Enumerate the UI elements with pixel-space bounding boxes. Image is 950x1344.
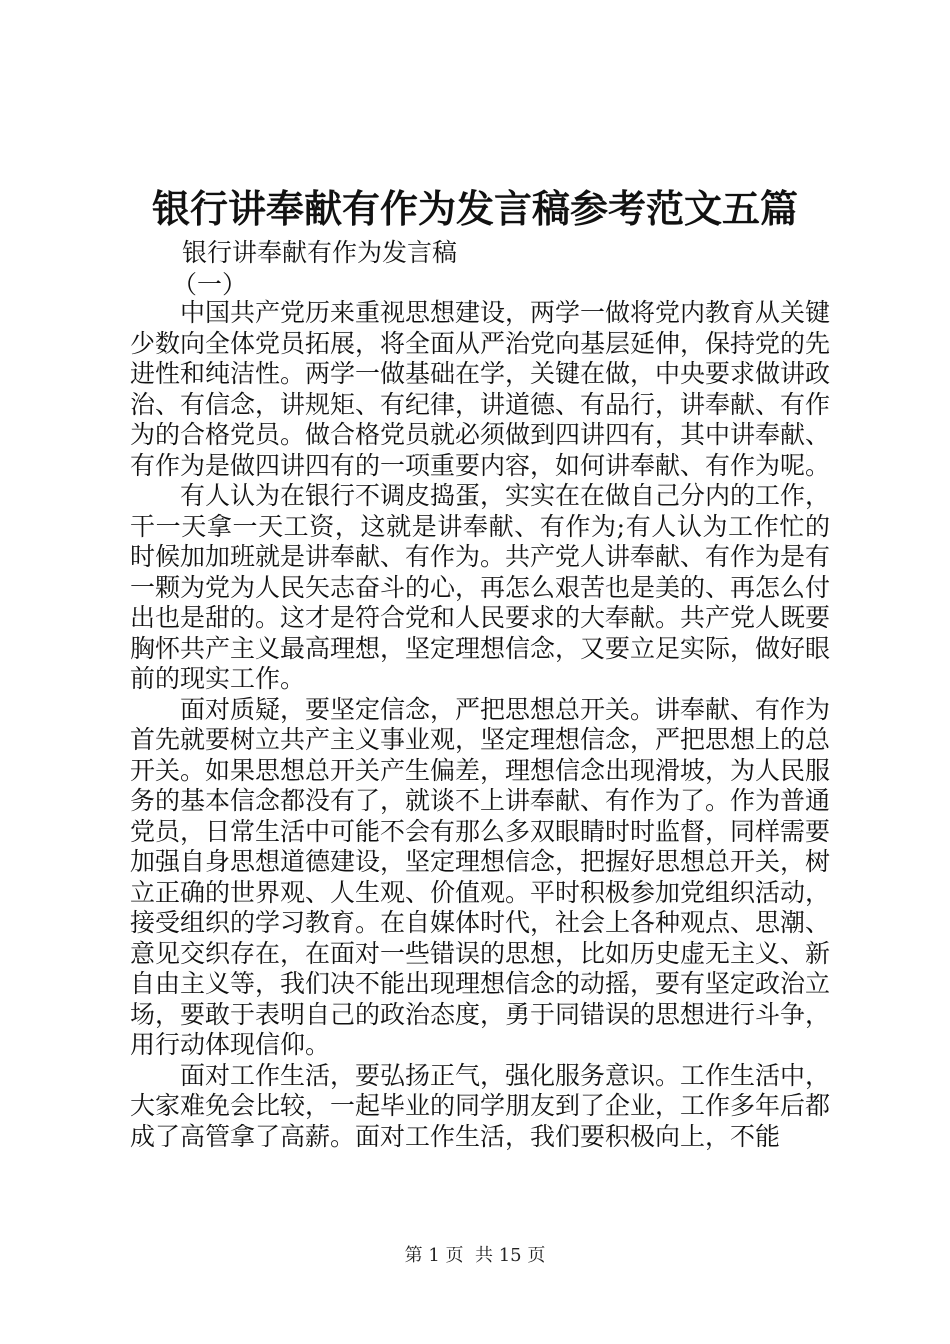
document-title: 银行讲奉献有作为发言稿参考范文五篇	[151, 186, 798, 231]
section-number: （一）	[172, 270, 248, 299]
page-footer	[0, 1244, 950, 1268]
body-paragraph: 中国共产党历来重视思想建设，两学一做将党内教育从关键少数向全体党员拓展，将全面从严治党向基层延伸，保持党的先进性和纯洁性。两学一做基础在学，关键在做，中央要求做讲政治、有信念，讲规矩、有纪律，讲道德、有品行，讲奉献、有作为的合格党员。做合格党员就必须做到四讲四有，其中讲奉献、有作为是做四讲四有的一项重要内容，如何讲奉献、有作为呢。	[130, 298, 831, 480]
document-body	[130, 298, 830, 1152]
body-paragraph: 有人认为在银行不调皮捣蛋，实实在在做自己分内的工作，干一天拿一天工资，这就是讲奉献、有作为;有人认为工作忙的时候加加班就是讲奉献、有作为。共产党人讲奉献、有作为是有一颗为党为人民矢志奋斗的心，再怎么艰苦也是美的、再怎么付出也是甜的。这才是符合党和人民要求的大奉献。共产党人既要胸怀共产主义最高理想，坚定理想信念，又要立足实际，做好眼前的现实工作。	[130, 481, 831, 693]
document-subtitle: 银行讲奉献有作为发言稿	[182, 238, 458, 267]
page-number-label: 第 1 页 共 15 页	[404, 1245, 546, 1266]
body-paragraph: 面对质疑，要坚定信念，严把思想总开关。讲奉献、有作为首先就要树立共产主义事业观，坚定理想信念，严把思想上的总开关。如果思想总开关产生偏差，理想信念出现滑坡，为人民服务的基本信念都没有了，就谈不上讲奉献、有作为了。作为普通党员，日常生活中可能不会有那么多双眼睛时时监督，同样需要加强自身思想道德建设，坚定理想信念，把握好思想总开关，树立正确的世界观、人生观、价值观。平时积极参加党组织活动，接受组织的学习教育。在自媒体时代，社会上各种观点、思潮、意见交织存在，在面对一些错误的思想，比如历史虚无主义、新自由主义等，我们决不能出现理想信念的动摇，要有坚定政治立场，要敢于表明自己的政治态度，勇于同错误的思想进行斗争，用行动体现信仰。	[130, 694, 831, 1059]
body-paragraph: 面对工作生活，要弘扬正气，强化服务意识。工作生活中，大家难免会比较，一起毕业的同学朋友到了企业，工作多年后都成了高管拿了高薪。面对工作生活，我们要积极向上，不能	[130, 1060, 831, 1151]
